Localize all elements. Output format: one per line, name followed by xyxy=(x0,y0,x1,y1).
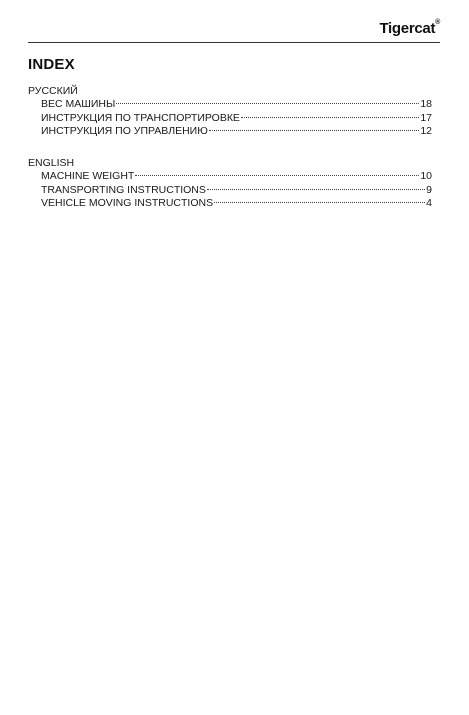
toc-page-number: 9 xyxy=(426,183,432,196)
dot-leader xyxy=(116,103,419,104)
toc-entry-label: ВЕС МАШИНЫ xyxy=(41,98,116,110)
toc-entry-vehicle-moving-instructions[interactable] xyxy=(41,197,432,211)
registered-mark: ® xyxy=(435,19,440,26)
brand-name: Tigercat xyxy=(379,20,436,37)
toc-entry-transport-instructions-ru[interactable] xyxy=(41,112,432,126)
toc-page-number: 10 xyxy=(420,170,432,182)
dot-leader xyxy=(207,189,425,190)
section-heading-russian: РУССКИЙ xyxy=(28,85,78,97)
section-heading-english: ENGLISH xyxy=(28,157,75,169)
index-title: INDEX xyxy=(28,56,75,73)
section-english xyxy=(28,156,432,211)
dot-leader xyxy=(241,117,419,118)
section-russian xyxy=(28,84,432,139)
toc-entry-label: ИНСТРУКЦИЯ ПО УПРАВЛЕНИЮ xyxy=(41,125,208,137)
dot-leader xyxy=(135,175,419,176)
dot-leader xyxy=(214,202,425,203)
toc-entry-label: ИНСТРУКЦИЯ ПО ТРАНСПОРТИРОВКЕ xyxy=(41,111,240,124)
page-header xyxy=(28,16,440,43)
toc-entry-machine-weight[interactable] xyxy=(41,170,432,184)
toc-page-number: 4 xyxy=(426,197,432,209)
toc-entry-label: VEHICLE MOVING INSTRUCTIONS xyxy=(41,197,214,209)
toc-entry-label: MACHINE WEIGHT xyxy=(41,170,135,182)
tigercat-logo xyxy=(379,20,440,37)
toc-page-number: 12 xyxy=(420,125,432,137)
toc-entry-label: TRANSPORTING INSTRUCTIONS xyxy=(41,183,206,196)
toc-page-number: 17 xyxy=(420,111,432,124)
toc-entry-operating-instructions-ru[interactable] xyxy=(41,125,432,139)
dot-leader xyxy=(209,130,419,131)
toc-entry-transporting-instructions[interactable] xyxy=(41,184,432,198)
toc-page-number: 18 xyxy=(420,98,432,110)
toc-entry-machine-weight-ru[interactable] xyxy=(41,98,432,112)
